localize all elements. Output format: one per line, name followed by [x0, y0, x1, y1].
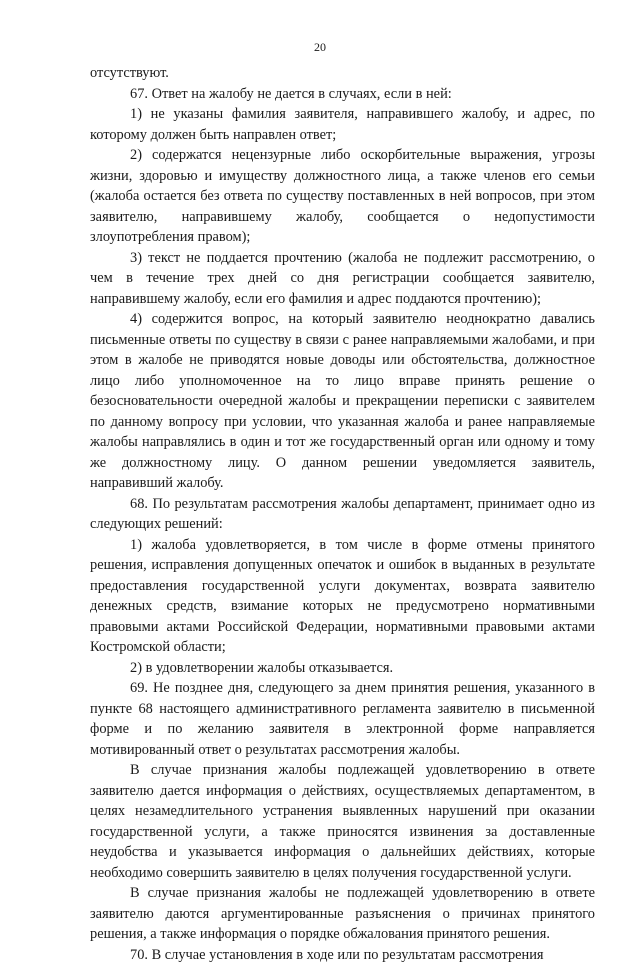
document-body [90, 63, 595, 965]
paragraph: 1) жалоба удовлетворяется, в том числе в форме отмены принятого решения, исправления допущенных опечаток и ошибок в выданных в результате предоставления государственной услуги документах, возврата заявителю денежных средств, взимание которых не предусмотрено нормативными правовыми актами Российской Федерации, нормативными правовыми актами Костромской области; [90, 535, 595, 658]
paragraph: 4) содержится вопрос, на который заявителю неоднократно давались письменные ответы по существу в связи с ранее направляемыми жалобами, и при этом в жалобе не приводятся новые доводы или обстоятельства, должностное лицо либо уполномоченное на то лицо вправе принять решение о безосновательности очередной жалобы и прекращении переписки с заявителем по данному вопросу при условии, что указанная жалоба и ранее направляемые жалобы направлялись в один и тот же государственный орган или одному и тому же должностному лицу. О данном решении уведомляется заявитель, направивший жалобу. [90, 309, 595, 494]
paragraph: 68. По результатам рассмотрения жалобы департамент, принимает одно из следующих решений: [90, 494, 595, 535]
page-number: 20 [0, 40, 640, 55]
paragraph: В случае признания жалобы подлежащей удовлетворению в ответе заявителю дается информация о действиях, осуществляемых департаментом, в целях незамедлительного устранения выявленных нарушений при оказании государственной услуги, а также приносятся извинения за доставленные неудобства и указывается информация о дальнейших действиях, которые необходимо совершить заявителю в целях получения государственной услуги. [90, 760, 595, 883]
paragraph: 3) текст не поддается прочтению (жалоба не подлежит рассмотрению, о чем в течение трех дней со дня регистрации сообщается заявителю, направившему жалобу, если его фамилия и адрес поддаются прочтению); [90, 248, 595, 310]
paragraph: отсутствуют. [90, 63, 595, 84]
paragraph: 2) в удовлетворении жалобы отказывается. [90, 658, 595, 679]
paragraph: 2) содержатся нецензурные либо оскорбительные выражения, угрозы жизни, здоровью и имуществу должностного лица, а также членов его семьи (жалоба остается без ответа по существу поставленных в ней вопросов, при этом заявителю, направившему жалобу, сообщается о недопустимости злоупотребления правом); [90, 145, 595, 248]
paragraph: 70. В случае установления в ходе или по результатам рассмотрения [90, 945, 595, 965]
paragraph: В случае признания жалобы не подлежащей удовлетворению в ответе заявителю даются аргументированные разъяснения о причинах принятого решения, а также информация о порядке обжалования принятого решения. [90, 883, 595, 945]
paragraph: 67. Ответ на жалобу не дается в случаях, если в ней: [90, 84, 595, 105]
paragraph: 69. Не позднее дня, следующего за днем принятия решения, указанного в пункте 68 настоящего административного регламента заявителю в письменной форме и по желанию заявителя в электронной форме направляется мотивированный ответ о результатах рассмотрения жалобы. [90, 678, 595, 760]
paragraph: 1) не указаны фамилия заявителя, направившего жалобу, и адрес, по которому должен быть направлен ответ; [90, 104, 595, 145]
